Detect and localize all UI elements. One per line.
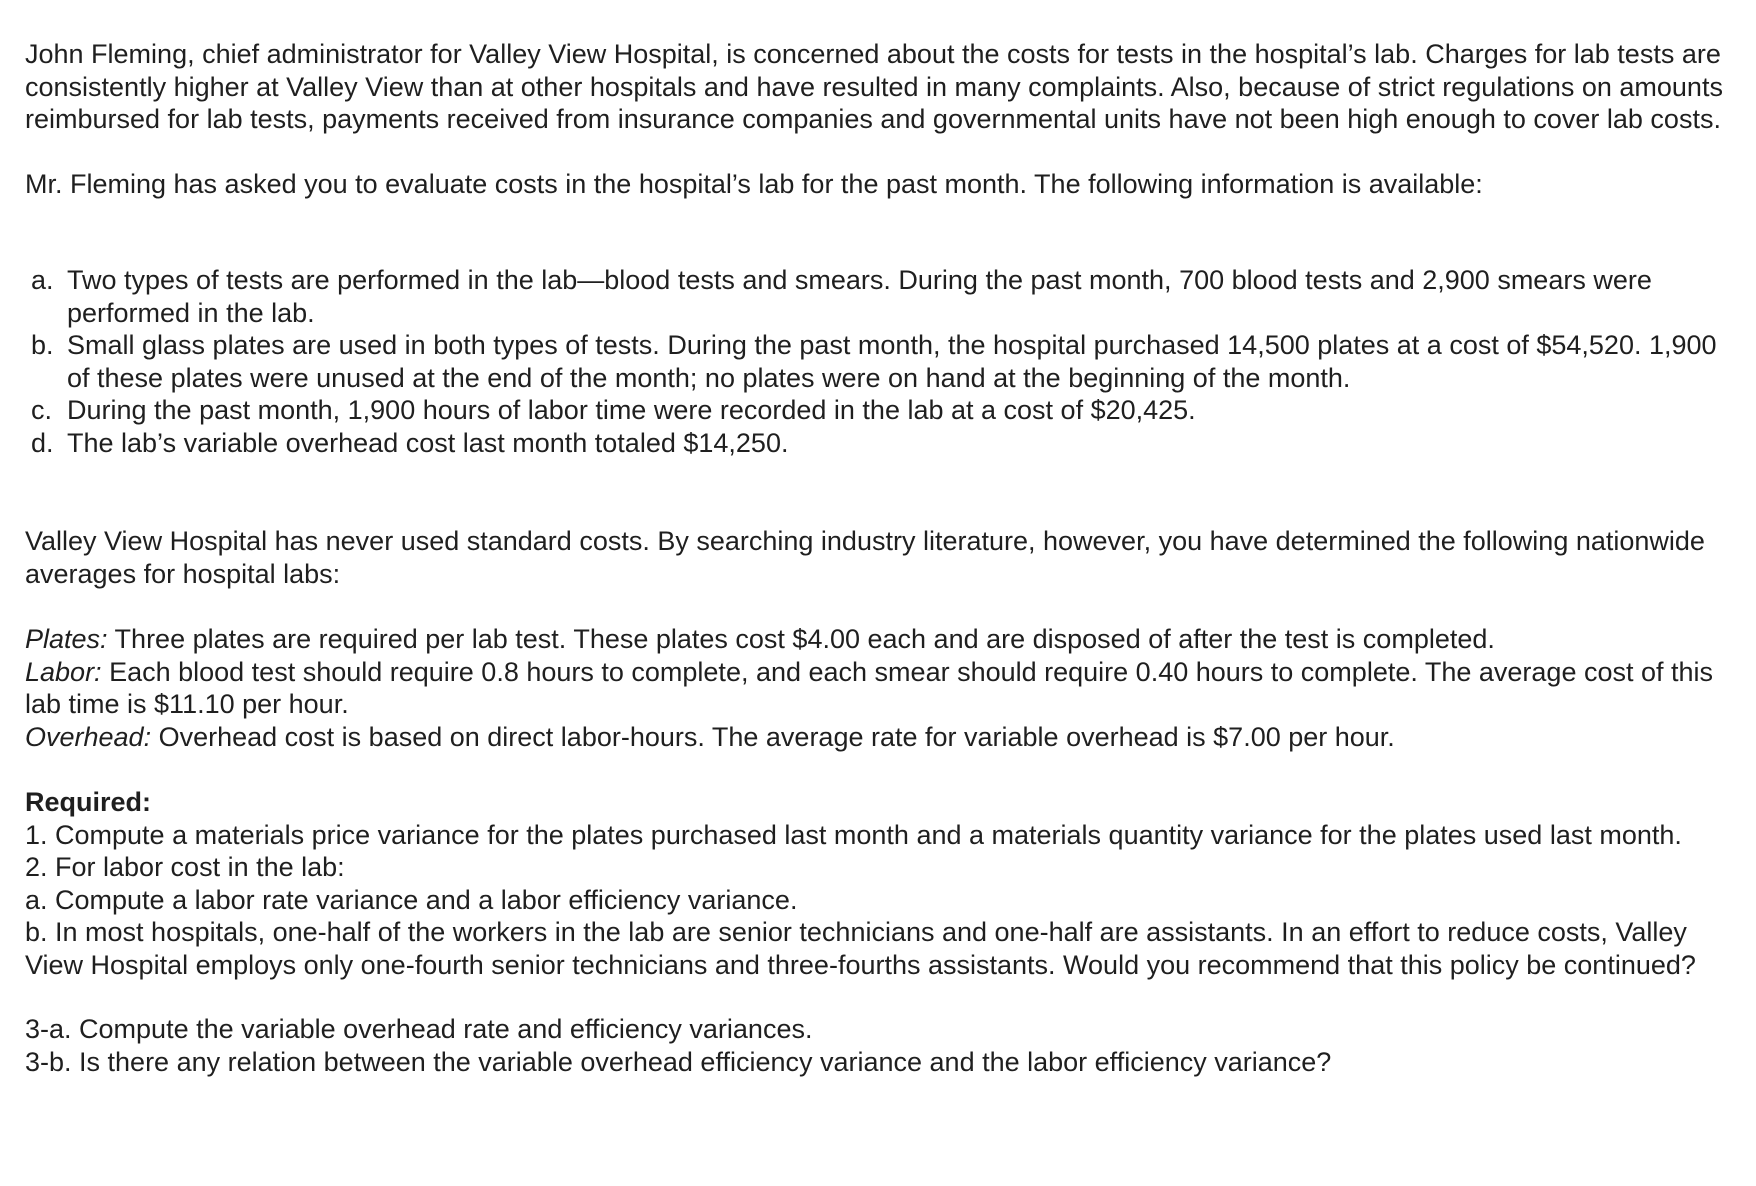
standard-term: Overhead: — [25, 721, 152, 752]
fact-text: The lab’s variable overhead cost last month totaled $14,250. — [67, 427, 789, 458]
standard-text: Three plates are required per lab test. These plates cost $4.00 each and are disposed of after the test is completed. — [107, 624, 1495, 654]
fact-marker: a. — [31, 265, 54, 295]
fact-item-d — [31, 427, 1735, 460]
fact-text: Two types of tests are performed in the lab—blood tests and smears. During the past month, 700 blood tests and 2,900 smears were performed in the lab. — [67, 265, 1652, 328]
question-2b: b. In most hospitals, one-half of the workers in the lab are senior technicians and one-half are assistants. In an effort to reduce costs, Valley View Hospital employs only one-fourth senior technicians and three-fourths assistants. Would you recommend that this policy be continued? — [25, 917, 1696, 980]
fact-marker: c. — [31, 395, 53, 425]
spacer — [25, 981, 1735, 1013]
question-3a: 3-a. Compute the variable overhead rate and efficiency variances. — [25, 1014, 813, 1044]
question-1: 1. Compute a materials price variance for the plates purchased last month and a materials quantity variance for the plates used last month. — [25, 819, 1682, 850]
fact-item-c — [31, 394, 1735, 427]
intro-paragraph-1: John Fleming, chief administrator for Valley View Hospital, is concerned about the costs for tests in the hospital’s lab. Charges for lab tests are consistently higher at Valley View than at other hospitals and have resulted in many complaints. Also, because of strict regulations on amounts reimbursed for lab tests, payments received from insurance companies and governmental units have not been high enough to cover lab costs. — [25, 39, 1723, 134]
standard-plates — [25, 623, 1735, 656]
problem-document — [25, 38, 1735, 1078]
fact-marker: b. — [31, 330, 54, 360]
question-3b: 3-b. Is there any relation between the variable overhead efficiency variance and the labor efficiency variance? — [25, 1046, 1332, 1077]
spacer — [25, 753, 1735, 786]
standard-overhead — [25, 721, 1735, 754]
standards-intro: Valley View Hospital has never used standard costs. By searching industry literature, however, you have determined the following nationwide averages for hospital labs: — [25, 526, 1705, 589]
required-heading: Required: — [25, 787, 152, 817]
facts-list — [25, 264, 1735, 459]
question-2: 2. For labor cost in the lab: — [25, 852, 345, 882]
spacer — [25, 136, 1735, 168]
fact-text: Small glass plates are used in both types of tests. During the past month, the hospital purchased 14,500 plates at a cost of $54,520. 1,900 of these plates were unused at the end of the month; no plates were on hand at the beginning of the month. — [67, 330, 1717, 393]
required-section — [25, 786, 1735, 1078]
fact-item-b — [31, 329, 1735, 394]
question-2a: a. Compute a labor rate variance and a labor efficiency variance. — [25, 884, 798, 915]
standard-term: Labor: — [25, 656, 102, 687]
spacer — [25, 459, 1735, 525]
fact-text: During the past month, 1,900 hours of labor time were recorded in the lab at a cost of $20,425. — [67, 395, 1196, 425]
fact-marker: d. — [31, 427, 54, 458]
standard-term: Plates: — [25, 624, 108, 654]
spacer — [25, 590, 1735, 623]
standard-text: Each blood test should require 0.8 hours to complete, and each smear should require 0.40 hours to complete. The average cost of this lab time is $11.10 per hour. — [25, 656, 1714, 719]
fact-item-a — [31, 264, 1735, 329]
intro-paragraph-2: Mr. Fleming has asked you to evaluate costs in the hospital’s lab for the past month. The following information is available: — [25, 168, 1483, 199]
standards-list — [25, 623, 1735, 753]
standard-text: Overhead cost is based on direct labor-hours. The average rate for variable overhead is $7.00 per hour. — [151, 721, 1395, 752]
standard-labor — [25, 656, 1735, 721]
